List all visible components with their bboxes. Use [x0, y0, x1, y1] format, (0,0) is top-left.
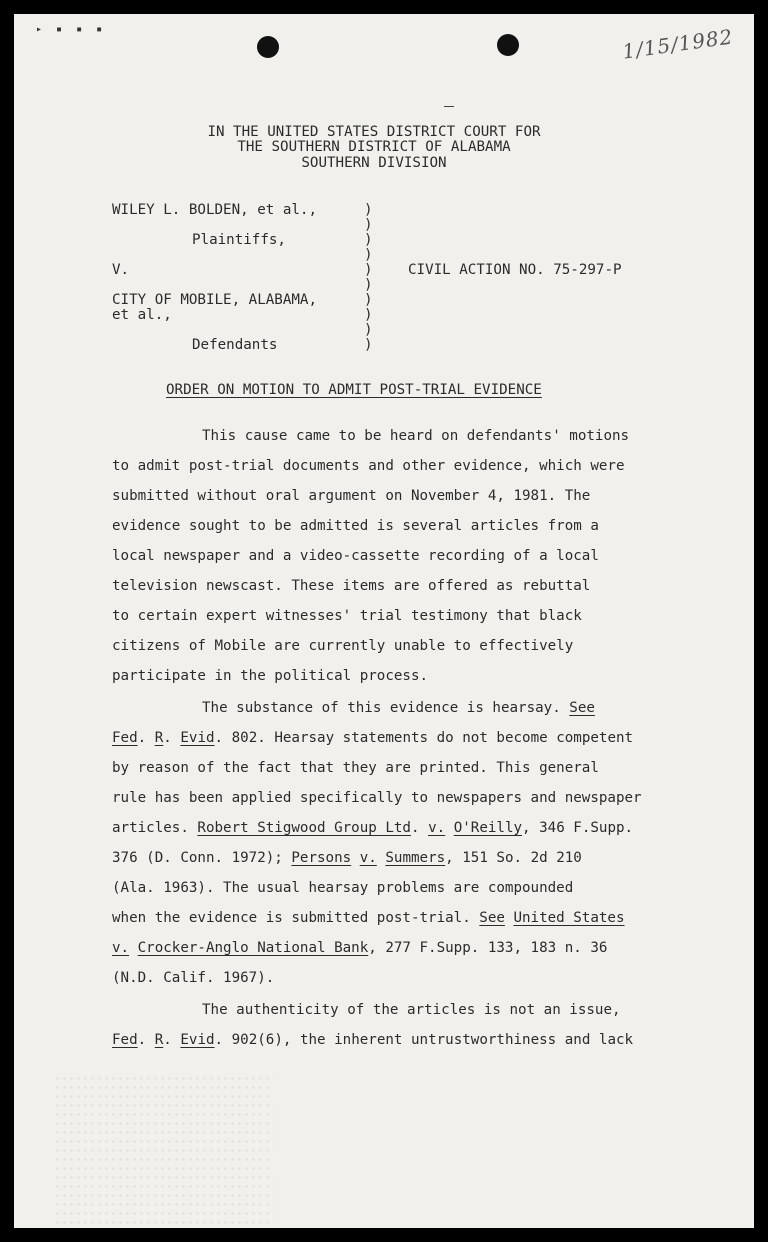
body-line: [112, 820, 633, 836]
body-line: [112, 910, 625, 926]
punch-hole-right: [497, 34, 519, 56]
caption-paren: ): [364, 217, 373, 233]
document-page: [14, 14, 754, 1228]
caption-paren: ): [364, 277, 373, 293]
body-line: television newscast. These items are offered as rebuttal: [112, 578, 591, 594]
case-name: Persons: [291, 850, 352, 866]
body-line: This cause came to be heard on defendants' motions: [202, 428, 630, 444]
case-name: United States: [513, 910, 625, 926]
body-text: .: [214, 1032, 232, 1048]
civil-action-number: CIVIL ACTION NO. 75-297-P: [408, 262, 622, 278]
body-line: [202, 700, 595, 716]
order-title: ORDER ON MOTION TO ADMIT POST-TRIAL EVIDENCE: [166, 382, 542, 398]
body-line: [112, 1032, 633, 1048]
body-text: .: [137, 1032, 155, 1048]
citation-abbrev: Evid: [180, 1032, 215, 1048]
case-name: Robert Stigwood Group Ltd: [197, 820, 411, 836]
defendant-name-2: et al.,: [112, 307, 172, 323]
case-name: Crocker-Anglo National Bank: [137, 940, 369, 956]
body-text: The substance of this evidence is hearsay.: [202, 700, 570, 716]
caption-paren: ): [364, 202, 373, 218]
body-line: [112, 850, 582, 866]
body-text: .: [214, 730, 232, 746]
body-text: , 277 F.Supp. 133, 183 n. 36: [368, 940, 608, 956]
body-line: The authenticity of the articles is not an issue,: [202, 1002, 621, 1018]
citation-abbrev: R: [154, 1032, 164, 1048]
body-text: when the evidence is submitted post-trial.: [112, 910, 480, 926]
caption-paren: ): [364, 247, 373, 263]
defendant-role: Defendants: [192, 337, 278, 353]
body-text: , 151 So. 2d 210: [445, 850, 582, 866]
court-line-2: THE SOUTHERN DISTRICT OF ALABAMA: [237, 139, 511, 155]
body-text: 376 (D. Conn. 1972);: [112, 850, 292, 866]
plaintiff-name: WILEY L. BOLDEN, et al.,: [112, 202, 317, 218]
body-text: .: [410, 820, 429, 836]
body-text: .: [137, 730, 155, 746]
plaintiff-role: Plaintiffs,: [192, 232, 286, 248]
citation-abbrev: Fed: [112, 1032, 138, 1048]
case-versus: v.: [428, 820, 446, 836]
body-text: , 346 F.Supp.: [522, 820, 634, 836]
caption-paren: ): [364, 232, 373, 248]
defendant-name: CITY OF MOBILE, ALABAMA,: [112, 292, 317, 308]
case-versus: v.: [112, 940, 130, 956]
citation-abbrev: Fed: [112, 730, 138, 746]
body-line: (N.D. Calif. 1967).: [112, 970, 275, 986]
case-versus: v.: [359, 850, 377, 866]
body-text: articles.: [112, 820, 198, 836]
body-line: by reason of the fact that they are printed. This general: [112, 760, 599, 776]
caption-paren: ): [364, 322, 373, 338]
body-text: .: [163, 1032, 181, 1048]
citation-abbrev: R: [154, 730, 164, 746]
body-line: to admit post-trial documents and other evidence, which were: [112, 458, 625, 474]
body-line: to certain expert witnesses' trial testimony that black: [112, 608, 582, 624]
case-name: O'Reilly: [453, 820, 523, 836]
case-name: Summers: [385, 850, 446, 866]
court-line-3: SOUTHERN DIVISION: [301, 155, 447, 171]
dash-mark: [444, 106, 454, 107]
body-line: [112, 730, 633, 746]
punch-hole-left: [257, 36, 279, 58]
citation-abbrev: Evid: [180, 730, 215, 746]
body-line: local newspaper and a video-cassette recording of a local: [112, 548, 599, 564]
body-text: 902(6), the inherent untrustworthiness and lack: [231, 1032, 634, 1048]
caption-paren: ): [364, 307, 373, 323]
caption-paren: ): [364, 292, 373, 308]
citation-signal: See: [569, 700, 595, 716]
body-line: submitted without oral argument on November 4, 1981. The: [112, 488, 591, 504]
bleed-through-smudge: [54, 1074, 274, 1224]
body-line: citizens of Mobile are currently unable to effectively: [112, 638, 574, 654]
court-line-1: IN THE UNITED STATES DISTRICT COURT FOR: [207, 124, 541, 140]
caption-paren: ): [364, 337, 373, 353]
body-line: evidence sought to be admitted is several articles from a: [112, 518, 599, 534]
body-text: 802. Hearsay statements do not become competent: [231, 730, 634, 746]
handwritten-date: 1/15/1982: [620, 24, 735, 64]
body-line: rule has been applied specifically to newspapers and newspaper: [112, 790, 642, 806]
versus: V.: [112, 262, 130, 278]
body-line: participate in the political process.: [112, 668, 429, 684]
body-line: [112, 940, 607, 956]
body-line: (Ala. 1963). The usual hearsay problems are compounded: [112, 880, 574, 896]
body-text: .: [163, 730, 181, 746]
caption-paren: ): [364, 262, 373, 278]
corner-mark: ▸ ▪ ▪ ▪: [36, 24, 107, 35]
citation-signal: See: [479, 910, 505, 926]
court-order: [14, 14, 754, 1228]
